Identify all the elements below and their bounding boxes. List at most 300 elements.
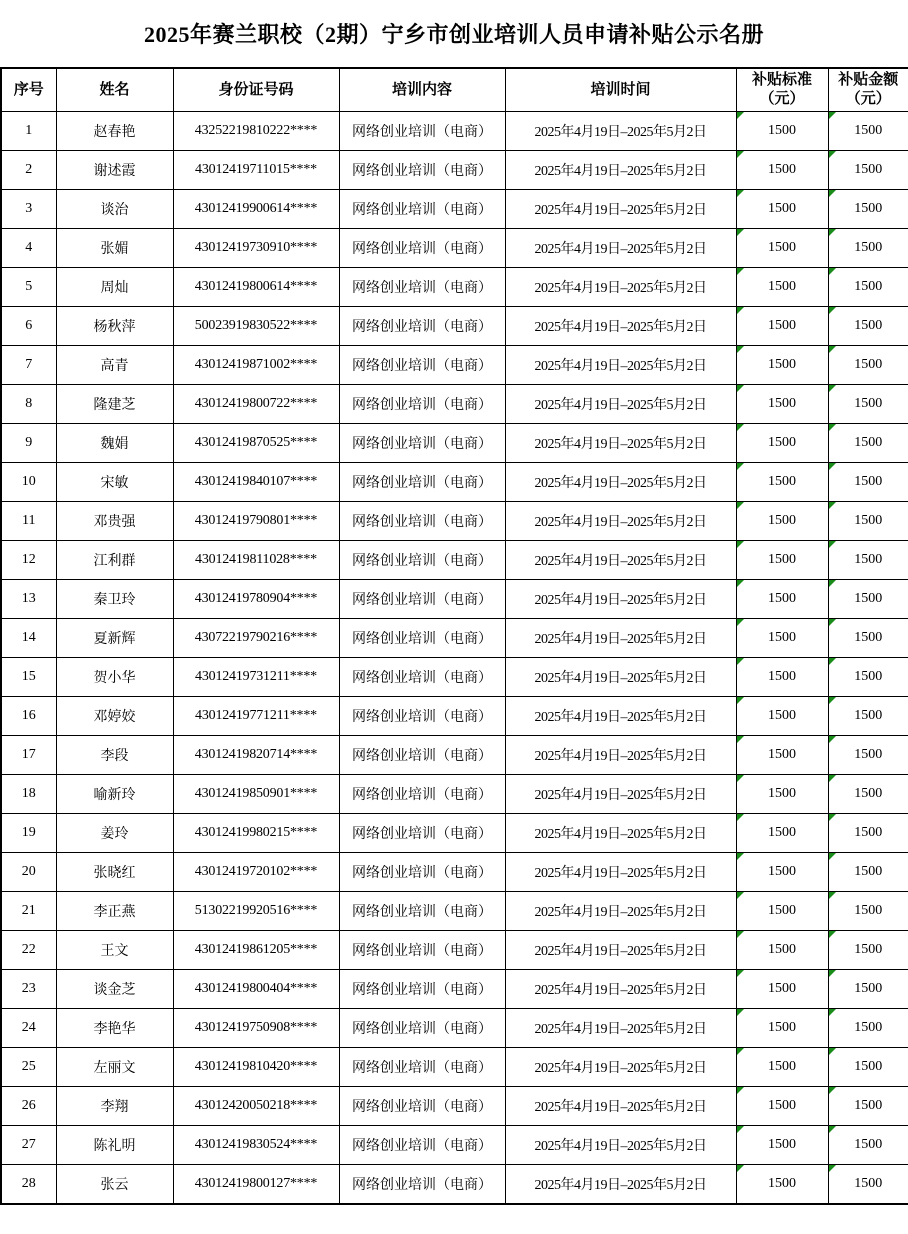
subsidy-standard-value: 1500 bbox=[768, 318, 796, 333]
number-as-text-indicator-icon bbox=[829, 541, 836, 548]
cell-training-time: 2025年4月19日–2025年5月2日 bbox=[505, 580, 736, 619]
cell-subsidy-amount bbox=[828, 346, 908, 385]
number-as-text-indicator-icon bbox=[829, 658, 836, 665]
cell-name: 隆建芝 bbox=[56, 385, 173, 424]
cell-subsidy-standard bbox=[736, 385, 828, 424]
subsidy-amount-value: 1500 bbox=[854, 591, 883, 606]
cell-training-content: 网络创业培训（电商） bbox=[339, 1087, 505, 1126]
subsidy-amount-value: 1500 bbox=[854, 1137, 883, 1152]
subsidy-amount-value: 1500 bbox=[854, 162, 883, 177]
table-row bbox=[1, 112, 908, 151]
number-as-text-indicator-icon bbox=[737, 814, 744, 821]
cell-subsidy-amount bbox=[828, 931, 908, 970]
subsidy-standard-value: 1500 bbox=[768, 201, 796, 216]
cell-name: 夏新辉 bbox=[56, 619, 173, 658]
subsidy-standard-value: 1500 bbox=[768, 513, 796, 528]
table-row bbox=[1, 736, 908, 775]
cell-training-time: 2025年4月19日–2025年5月2日 bbox=[505, 541, 736, 580]
cell-training-content: 网络创业培训（电商） bbox=[339, 229, 505, 268]
number-as-text-indicator-icon bbox=[829, 463, 836, 470]
number-as-text-indicator-icon bbox=[829, 151, 836, 158]
cell-training-time: 2025年4月19日–2025年5月2日 bbox=[505, 346, 736, 385]
cell-seq: 1 bbox=[1, 112, 56, 151]
subsidy-standard-value: 1500 bbox=[768, 1020, 796, 1035]
subsidy-standard-value: 1500 bbox=[768, 162, 796, 177]
cell-subsidy-standard bbox=[736, 190, 828, 229]
cell-id-number: 43252219810222**** bbox=[173, 112, 339, 151]
number-as-text-indicator-icon bbox=[829, 736, 836, 743]
number-as-text-indicator-icon bbox=[737, 658, 744, 665]
subsidy-standard-value: 1500 bbox=[768, 1137, 796, 1152]
cell-name: 张云 bbox=[56, 1165, 173, 1205]
cell-seq: 7 bbox=[1, 346, 56, 385]
cell-name: 李正燕 bbox=[56, 892, 173, 931]
table-row bbox=[1, 346, 908, 385]
cell-id-number: 43012419800404**** bbox=[173, 970, 339, 1009]
cell-training-content: 网络创业培训（电商） bbox=[339, 736, 505, 775]
table-row bbox=[1, 775, 908, 814]
cell-id-number: 43012419800127**** bbox=[173, 1165, 339, 1205]
number-as-text-indicator-icon bbox=[829, 580, 836, 587]
cell-id-number: 43012419840107**** bbox=[173, 463, 339, 502]
cell-id-number: 43012419980215**** bbox=[173, 814, 339, 853]
header-training-content: 培训内容 bbox=[339, 68, 505, 112]
cell-id-number: 43012419750908**** bbox=[173, 1009, 339, 1048]
number-as-text-indicator-icon bbox=[737, 385, 744, 392]
cell-name: 张媚 bbox=[56, 229, 173, 268]
number-as-text-indicator-icon bbox=[737, 697, 744, 704]
cell-subsidy-standard bbox=[736, 658, 828, 697]
table-row bbox=[1, 931, 908, 970]
cell-training-content: 网络创业培训（电商） bbox=[339, 1165, 505, 1205]
cell-id-number: 43072219790216**** bbox=[173, 619, 339, 658]
cell-subsidy-standard bbox=[736, 1048, 828, 1087]
table-row bbox=[1, 385, 908, 424]
subsidy-amount-value: 1500 bbox=[854, 1020, 883, 1035]
cell-subsidy-amount bbox=[828, 1126, 908, 1165]
subsidy-amount-value: 1500 bbox=[854, 435, 883, 450]
cell-training-content: 网络创业培训（电商） bbox=[339, 658, 505, 697]
cell-name: 邓贵强 bbox=[56, 502, 173, 541]
cell-id-number: 43012419800614**** bbox=[173, 268, 339, 307]
cell-training-content: 网络创业培训（电商） bbox=[339, 346, 505, 385]
number-as-text-indicator-icon bbox=[737, 1048, 744, 1055]
number-as-text-indicator-icon bbox=[829, 697, 836, 704]
cell-training-time: 2025年4月19日–2025年5月2日 bbox=[505, 736, 736, 775]
cell-training-time: 2025年4月19日–2025年5月2日 bbox=[505, 1165, 736, 1205]
cell-seq: 5 bbox=[1, 268, 56, 307]
cell-name: 姜玲 bbox=[56, 814, 173, 853]
number-as-text-indicator-icon bbox=[829, 775, 836, 782]
cell-seq: 9 bbox=[1, 424, 56, 463]
number-as-text-indicator-icon bbox=[829, 1087, 836, 1094]
number-as-text-indicator-icon bbox=[829, 1048, 836, 1055]
cell-seq: 23 bbox=[1, 970, 56, 1009]
cell-subsidy-standard bbox=[736, 307, 828, 346]
cell-name: 李段 bbox=[56, 736, 173, 775]
cell-training-time: 2025年4月19日–2025年5月2日 bbox=[505, 1009, 736, 1048]
cell-subsidy-amount bbox=[828, 697, 908, 736]
number-as-text-indicator-icon bbox=[737, 307, 744, 314]
cell-name: 谢述霞 bbox=[56, 151, 173, 190]
cell-training-time: 2025年4月19日–2025年5月2日 bbox=[505, 1126, 736, 1165]
cell-training-time: 2025年4月19日–2025年5月2日 bbox=[505, 892, 736, 931]
table-row bbox=[1, 697, 908, 736]
number-as-text-indicator-icon bbox=[737, 151, 744, 158]
cell-subsidy-amount bbox=[828, 775, 908, 814]
cell-seq: 15 bbox=[1, 658, 56, 697]
subsidy-standard-value: 1500 bbox=[768, 669, 796, 684]
table-row bbox=[1, 619, 908, 658]
number-as-text-indicator-icon bbox=[737, 931, 744, 938]
cell-training-time: 2025年4月19日–2025年5月2日 bbox=[505, 775, 736, 814]
table-row bbox=[1, 229, 908, 268]
table-row bbox=[1, 463, 908, 502]
subsidy-standard-value: 1500 bbox=[768, 825, 796, 840]
subsidy-amount-value: 1500 bbox=[854, 864, 883, 879]
cell-training-time: 2025年4月19日–2025年5月2日 bbox=[505, 931, 736, 970]
cell-training-time: 2025年4月19日–2025年5月2日 bbox=[505, 385, 736, 424]
cell-name: 江利群 bbox=[56, 541, 173, 580]
cell-training-time: 2025年4月19日–2025年5月2日 bbox=[505, 697, 736, 736]
cell-training-content: 网络创业培训（电商） bbox=[339, 502, 505, 541]
cell-id-number: 43012419811028**** bbox=[173, 541, 339, 580]
subsidy-amount-value: 1500 bbox=[854, 240, 883, 255]
cell-id-number: 50023919830522**** bbox=[173, 307, 339, 346]
cell-name: 陈礼明 bbox=[56, 1126, 173, 1165]
table-row bbox=[1, 424, 908, 463]
table-row bbox=[1, 268, 908, 307]
cell-training-content: 网络创业培训（电商） bbox=[339, 1009, 505, 1048]
cell-training-time: 2025年4月19日–2025年5月2日 bbox=[505, 463, 736, 502]
subsidy-amount-value: 1500 bbox=[854, 630, 883, 645]
cell-seq: 26 bbox=[1, 1087, 56, 1126]
cell-name: 赵春艳 bbox=[56, 112, 173, 151]
cell-training-content: 网络创业培训（电商） bbox=[339, 541, 505, 580]
number-as-text-indicator-icon bbox=[737, 190, 744, 197]
cell-subsidy-amount bbox=[828, 1165, 908, 1205]
cell-training-time: 2025年4月19日–2025年5月2日 bbox=[505, 1087, 736, 1126]
table-row bbox=[1, 502, 908, 541]
cell-subsidy-amount bbox=[828, 814, 908, 853]
number-as-text-indicator-icon bbox=[829, 619, 836, 626]
cell-training-content: 网络创业培训（电商） bbox=[339, 853, 505, 892]
number-as-text-indicator-icon bbox=[829, 424, 836, 431]
table-row bbox=[1, 1126, 908, 1165]
cell-subsidy-amount bbox=[828, 424, 908, 463]
cell-id-number: 43012419720102**** bbox=[173, 853, 339, 892]
cell-training-time: 2025年4月19日–2025年5月2日 bbox=[505, 307, 736, 346]
cell-subsidy-amount bbox=[828, 268, 908, 307]
subsidy-standard-value: 1500 bbox=[768, 396, 796, 411]
cell-subsidy-amount bbox=[828, 1048, 908, 1087]
cell-training-content: 网络创业培训（电商） bbox=[339, 385, 505, 424]
number-as-text-indicator-icon bbox=[737, 580, 744, 587]
cell-subsidy-standard bbox=[736, 268, 828, 307]
subsidy-amount-value: 1500 bbox=[854, 1176, 883, 1191]
cell-training-content: 网络创业培训（电商） bbox=[339, 424, 505, 463]
subsidy-standard-value: 1500 bbox=[768, 279, 796, 294]
number-as-text-indicator-icon bbox=[829, 385, 836, 392]
cell-seq: 3 bbox=[1, 190, 56, 229]
cell-subsidy-standard bbox=[736, 775, 828, 814]
subsidy-amount-value: 1500 bbox=[854, 825, 883, 840]
cell-training-content: 网络创业培训（电商） bbox=[339, 775, 505, 814]
cell-name: 高青 bbox=[56, 346, 173, 385]
cell-training-content: 网络创业培训（电商） bbox=[339, 814, 505, 853]
cell-training-time: 2025年4月19日–2025年5月2日 bbox=[505, 853, 736, 892]
cell-name: 谈金芝 bbox=[56, 970, 173, 1009]
cell-seq: 28 bbox=[1, 1165, 56, 1205]
cell-seq: 2 bbox=[1, 151, 56, 190]
cell-subsidy-standard bbox=[736, 346, 828, 385]
cell-name: 贺小华 bbox=[56, 658, 173, 697]
number-as-text-indicator-icon bbox=[829, 502, 836, 509]
cell-seq: 19 bbox=[1, 814, 56, 853]
table-row bbox=[1, 190, 908, 229]
cell-name: 邓婷姣 bbox=[56, 697, 173, 736]
table-row bbox=[1, 658, 908, 697]
header-subsidy-standard: 补贴标准（元） bbox=[736, 68, 828, 112]
cell-name: 魏娟 bbox=[56, 424, 173, 463]
cell-subsidy-amount bbox=[828, 853, 908, 892]
number-as-text-indicator-icon bbox=[737, 541, 744, 548]
cell-subsidy-amount bbox=[828, 970, 908, 1009]
cell-subsidy-amount bbox=[828, 658, 908, 697]
cell-seq: 17 bbox=[1, 736, 56, 775]
cell-training-content: 网络创业培训（电商） bbox=[339, 307, 505, 346]
cell-training-content: 网络创业培训（电商） bbox=[339, 931, 505, 970]
number-as-text-indicator-icon bbox=[829, 814, 836, 821]
number-as-text-indicator-icon bbox=[737, 1165, 744, 1172]
cell-id-number: 43012419711015**** bbox=[173, 151, 339, 190]
cell-training-content: 网络创业培训（电商） bbox=[339, 970, 505, 1009]
table-row bbox=[1, 1009, 908, 1048]
cell-subsidy-standard bbox=[736, 541, 828, 580]
cell-name: 杨秋萍 bbox=[56, 307, 173, 346]
header-subsidy-amount: 补贴金额（元） bbox=[828, 68, 908, 112]
cell-subsidy-standard bbox=[736, 1165, 828, 1205]
cell-subsidy-amount bbox=[828, 541, 908, 580]
subsidy-amount-value: 1500 bbox=[854, 708, 883, 723]
cell-subsidy-amount bbox=[828, 1087, 908, 1126]
header-training-time: 培训时间 bbox=[505, 68, 736, 112]
number-as-text-indicator-icon bbox=[829, 1126, 836, 1133]
cell-subsidy-amount bbox=[828, 580, 908, 619]
subsidy-amount-value: 1500 bbox=[854, 201, 883, 216]
subsidy-amount-value: 1500 bbox=[854, 552, 883, 567]
cell-training-time: 2025年4月19日–2025年5月2日 bbox=[505, 814, 736, 853]
number-as-text-indicator-icon bbox=[737, 1009, 744, 1016]
cell-subsidy-standard bbox=[736, 112, 828, 151]
title-bar bbox=[0, 0, 908, 67]
number-as-text-indicator-icon bbox=[829, 931, 836, 938]
cell-subsidy-standard bbox=[736, 814, 828, 853]
cell-training-content: 网络创业培训（电商） bbox=[339, 619, 505, 658]
number-as-text-indicator-icon bbox=[737, 229, 744, 236]
subsidy-standard-value: 1500 bbox=[768, 864, 796, 879]
cell-subsidy-amount bbox=[828, 385, 908, 424]
table-row bbox=[1, 151, 908, 190]
cell-subsidy-standard bbox=[736, 892, 828, 931]
subsidy-standard-value: 1500 bbox=[768, 708, 796, 723]
cell-name: 王文 bbox=[56, 931, 173, 970]
number-as-text-indicator-icon bbox=[829, 229, 836, 236]
cell-training-content: 网络创业培训（电商） bbox=[339, 151, 505, 190]
cell-training-time: 2025年4月19日–2025年5月2日 bbox=[505, 970, 736, 1009]
subsidy-amount-value: 1500 bbox=[854, 669, 883, 684]
cell-seq: 8 bbox=[1, 385, 56, 424]
cell-subsidy-standard bbox=[736, 1009, 828, 1048]
number-as-text-indicator-icon bbox=[829, 970, 836, 977]
cell-id-number: 43012419790801**** bbox=[173, 502, 339, 541]
cell-subsidy-standard bbox=[736, 424, 828, 463]
cell-name: 张晓红 bbox=[56, 853, 173, 892]
cell-seq: 13 bbox=[1, 580, 56, 619]
cell-training-time: 2025年4月19日–2025年5月2日 bbox=[505, 1048, 736, 1087]
subsidy-standard-value: 1500 bbox=[768, 474, 796, 489]
table-row bbox=[1, 970, 908, 1009]
cell-name: 周灿 bbox=[56, 268, 173, 307]
cell-seq: 21 bbox=[1, 892, 56, 931]
cell-id-number: 43012419871002**** bbox=[173, 346, 339, 385]
cell-name: 喻新玲 bbox=[56, 775, 173, 814]
table-body bbox=[1, 112, 908, 1205]
table-row bbox=[1, 892, 908, 931]
subsidy-amount-value: 1500 bbox=[854, 123, 883, 138]
cell-subsidy-standard bbox=[736, 970, 828, 1009]
cell-subsidy-amount bbox=[828, 151, 908, 190]
cell-subsidy-amount bbox=[828, 463, 908, 502]
cell-seq: 16 bbox=[1, 697, 56, 736]
cell-seq: 24 bbox=[1, 1009, 56, 1048]
cell-subsidy-amount bbox=[828, 736, 908, 775]
number-as-text-indicator-icon bbox=[829, 112, 836, 119]
cell-subsidy-amount bbox=[828, 307, 908, 346]
subsidy-standard-value: 1500 bbox=[768, 552, 796, 567]
cell-seq: 12 bbox=[1, 541, 56, 580]
cell-training-time: 2025年4月19日–2025年5月2日 bbox=[505, 424, 736, 463]
cell-training-content: 网络创业培训（电商） bbox=[339, 268, 505, 307]
subsidy-amount-value: 1500 bbox=[854, 1059, 883, 1074]
cell-subsidy-amount bbox=[828, 190, 908, 229]
cell-training-content: 网络创业培训（电商） bbox=[339, 580, 505, 619]
subsidy-amount-value: 1500 bbox=[854, 396, 883, 411]
cell-id-number: 43012420050218**** bbox=[173, 1087, 339, 1126]
cell-subsidy-amount bbox=[828, 892, 908, 931]
number-as-text-indicator-icon bbox=[829, 307, 836, 314]
subsidy-standard-value: 1500 bbox=[768, 981, 796, 996]
cell-seq: 20 bbox=[1, 853, 56, 892]
cell-seq: 6 bbox=[1, 307, 56, 346]
page-title: 2025年赛兰职校（2期）宁乡市创业培训人员申请补贴公示名册 bbox=[143, 22, 764, 47]
number-as-text-indicator-icon bbox=[829, 1009, 836, 1016]
number-as-text-indicator-icon bbox=[829, 853, 836, 860]
cell-subsidy-standard bbox=[736, 931, 828, 970]
number-as-text-indicator-icon bbox=[737, 1126, 744, 1133]
cell-training-content: 网络创业培训（电商） bbox=[339, 892, 505, 931]
header-name: 姓名 bbox=[56, 68, 173, 112]
table-row bbox=[1, 853, 908, 892]
cell-training-content: 网络创业培训（电商） bbox=[339, 190, 505, 229]
cell-subsidy-standard bbox=[736, 463, 828, 502]
cell-id-number: 43012419861205**** bbox=[173, 931, 339, 970]
cell-seq: 18 bbox=[1, 775, 56, 814]
number-as-text-indicator-icon bbox=[737, 775, 744, 782]
cell-name: 谈治 bbox=[56, 190, 173, 229]
subsidy-standard-value: 1500 bbox=[768, 1098, 796, 1113]
cell-seq: 10 bbox=[1, 463, 56, 502]
subsidy-standard-value: 1500 bbox=[768, 630, 796, 645]
cell-name: 左丽文 bbox=[56, 1048, 173, 1087]
cell-seq: 14 bbox=[1, 619, 56, 658]
subsidy-standard-value: 1500 bbox=[768, 240, 796, 255]
table-row bbox=[1, 580, 908, 619]
table-header bbox=[1, 68, 908, 112]
table-row bbox=[1, 541, 908, 580]
subsidy-amount-value: 1500 bbox=[854, 786, 883, 801]
cell-seq: 27 bbox=[1, 1126, 56, 1165]
cell-id-number: 43012419850901**** bbox=[173, 775, 339, 814]
cell-training-content: 网络创业培训（电商） bbox=[339, 112, 505, 151]
cell-training-time: 2025年4月19日–2025年5月2日 bbox=[505, 151, 736, 190]
cell-id-number: 43012419730910**** bbox=[173, 229, 339, 268]
subsidy-amount-value: 1500 bbox=[854, 903, 883, 918]
cell-subsidy-amount bbox=[828, 619, 908, 658]
cell-name: 秦卫玲 bbox=[56, 580, 173, 619]
cell-training-time: 2025年4月19日–2025年5月2日 bbox=[505, 190, 736, 229]
header-id-number: 身份证号码 bbox=[173, 68, 339, 112]
number-as-text-indicator-icon bbox=[829, 190, 836, 197]
cell-subsidy-amount bbox=[828, 112, 908, 151]
cell-seq: 4 bbox=[1, 229, 56, 268]
cell-name: 宋敏 bbox=[56, 463, 173, 502]
cell-subsidy-standard bbox=[736, 697, 828, 736]
number-as-text-indicator-icon bbox=[737, 853, 744, 860]
cell-subsidy-standard bbox=[736, 580, 828, 619]
cell-id-number: 43012419870525**** bbox=[173, 424, 339, 463]
subsidy-amount-value: 1500 bbox=[854, 279, 883, 294]
cell-id-number: 43012419771211**** bbox=[173, 697, 339, 736]
cell-name: 李艳华 bbox=[56, 1009, 173, 1048]
number-as-text-indicator-icon bbox=[829, 1165, 836, 1172]
subsidy-amount-value: 1500 bbox=[854, 357, 883, 372]
subsidy-standard-value: 1500 bbox=[768, 357, 796, 372]
cell-training-time: 2025年4月19日–2025年5月2日 bbox=[505, 112, 736, 151]
cell-subsidy-standard bbox=[736, 1087, 828, 1126]
cell-training-content: 网络创业培训（电商） bbox=[339, 1126, 505, 1165]
cell-training-time: 2025年4月19日–2025年5月2日 bbox=[505, 268, 736, 307]
cell-subsidy-amount bbox=[828, 1009, 908, 1048]
number-as-text-indicator-icon bbox=[737, 970, 744, 977]
cell-id-number: 43012419830524**** bbox=[173, 1126, 339, 1165]
subsidy-amount-value: 1500 bbox=[854, 513, 883, 528]
subsidy-standard-value: 1500 bbox=[768, 1059, 796, 1074]
cell-training-time: 2025年4月19日–2025年5月2日 bbox=[505, 658, 736, 697]
table-row bbox=[1, 814, 908, 853]
cell-subsidy-amount bbox=[828, 502, 908, 541]
cell-id-number: 51302219920516**** bbox=[173, 892, 339, 931]
header-seq: 序号 bbox=[1, 68, 56, 112]
subsidy-standard-value: 1500 bbox=[768, 903, 796, 918]
cell-subsidy-standard bbox=[736, 853, 828, 892]
cell-training-time: 2025年4月19日–2025年5月2日 bbox=[505, 619, 736, 658]
cell-training-time: 2025年4月19日–2025年5月2日 bbox=[505, 502, 736, 541]
table-row bbox=[1, 1165, 908, 1205]
cell-name: 李翔 bbox=[56, 1087, 173, 1126]
cell-training-content: 网络创业培训（电商） bbox=[339, 1048, 505, 1087]
subsidy-roster-table bbox=[0, 67, 908, 1205]
